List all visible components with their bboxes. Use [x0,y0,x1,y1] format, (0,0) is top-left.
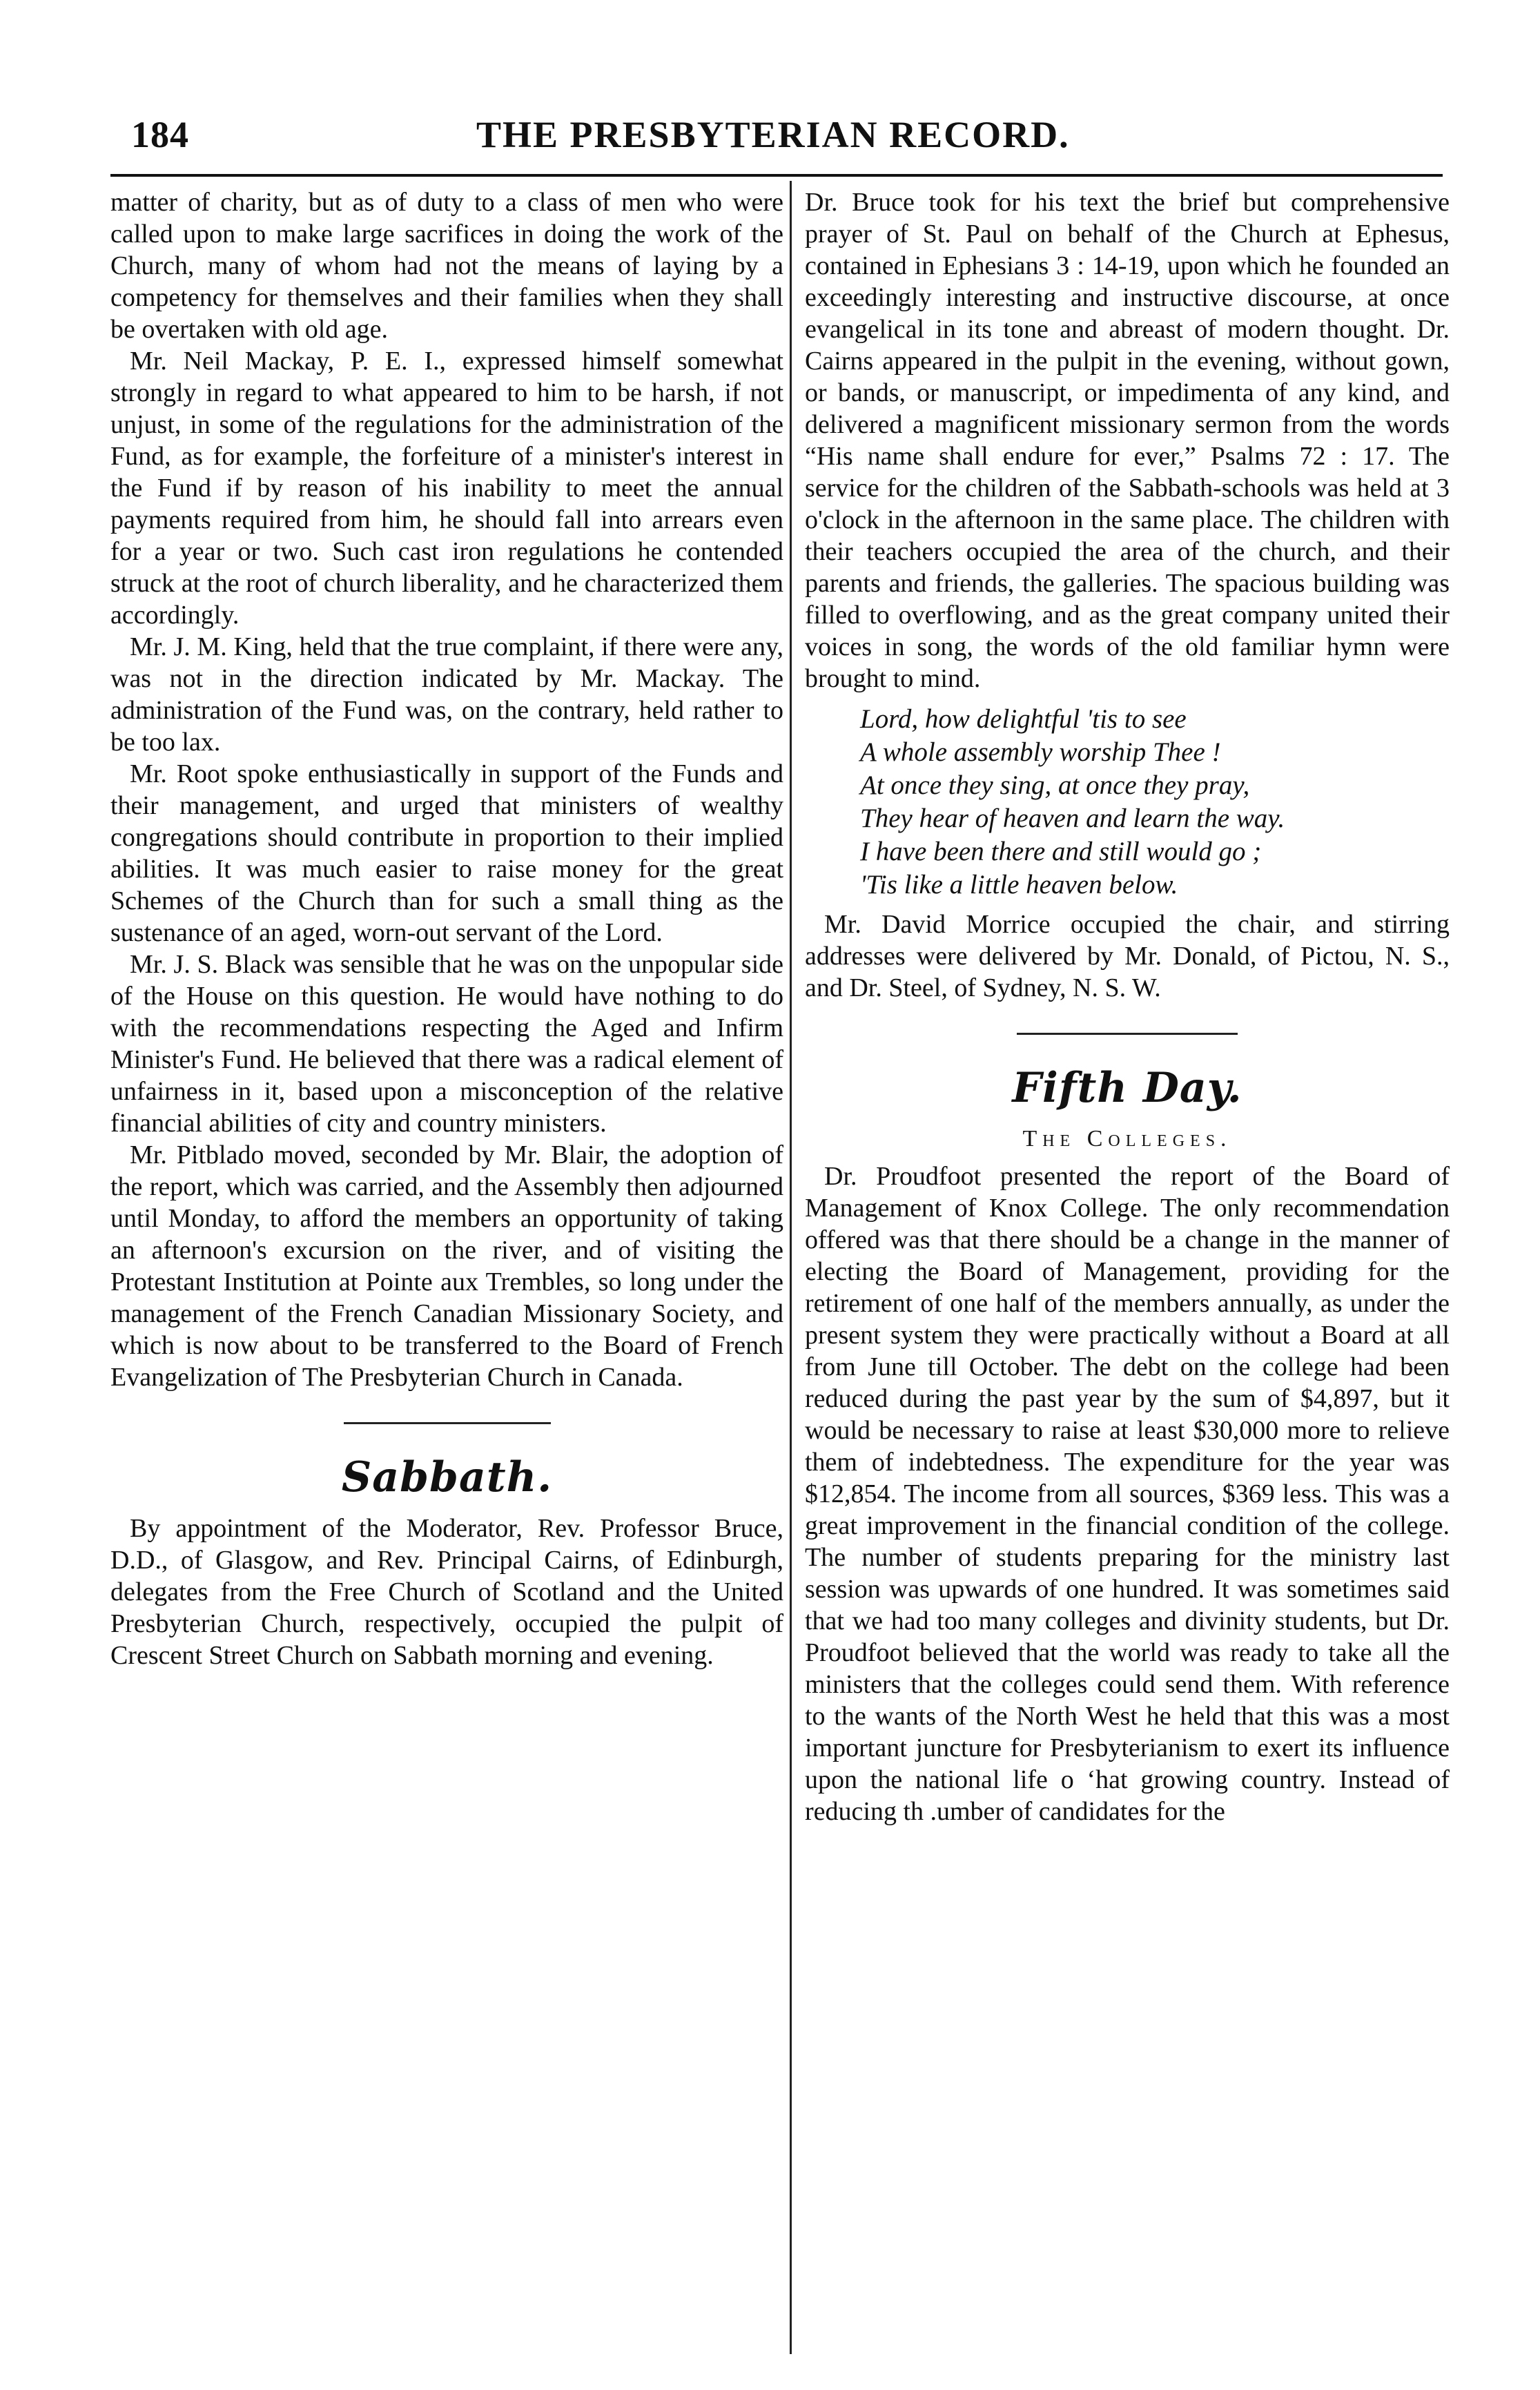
verse-line: At once they sing, at once they pray, [860,770,1250,800]
column-divider [790,181,792,2354]
verse-line: 'Tis like a little heaven below. [860,870,1178,900]
section-separator [1017,1033,1238,1035]
section-separator [344,1422,551,1424]
journal-title: THE PRESBYTERIAN RECORD. [476,114,1070,155]
paragraph: By appointment of the Moderator, Rev. Professor Bruce, D.D., of Glasgow, and Rev. Principal Cairns, of Edinburgh, delegates from the Free Church of Scotland and the United Presbyterian Church, respectively, occupied the pulpit of Crescent Street Church on Sabbath morning and evening. [110,1514,783,1670]
verse-line: They hear of heaven and learn the way. [860,804,1285,833]
page-number: 184 [131,114,189,155]
verse-line: A whole assembly worship Thee ! [860,737,1221,767]
paragraph: Mr. Root spoke enthusiastically in support of the Funds and their management, and urged that ministers of wealthy congregations should contribute in proportion to their implied abilities. It was much easier to raise money for the great Schemes of the Church than for such a small thing as the sustenance of an aged, worn-out servant of the Lord. [110,759,783,947]
paragraph: Mr. J. S. Black was sensible that he was on the unpopular side of the House on this question. He would have nothing to do with the recommendations respecting the Aged and Infirm Minister's Fund. He believed that there was a radical element of unfairness in it, based upon a misconception of the relative financial abilities of city and country ministers. [110,950,783,1138]
verse-line: I have been there and still would go ; [860,837,1262,866]
paragraph: Mr. J. M. King, held that the true complaint, if there were any, was not in the direction indicated by Mr. Mackay. The administration of the Fund was, on the contrary, held rather to be too lax. [110,632,783,757]
paragraph: Dr. Bruce took for his text the brief but comprehensive prayer of St. Paul on behalf of the Church at Ephesus, contained in Ephesians 3 : 14-19, upon which he founded an exceedingly interesting and instructive discourse, at once evangelical in its tone and abreast of modern thought. Dr. Cairns appeared in the pulpit in the evening, without gown, or bands, or manuscript, or impedimenta of any kind, and delivered a magnificent missionary sermon from the words “His name shall endure for ever,” Psalms 72 : 17. The service for the children of the Sabbath-schools was held at 3 o'clock in the afternoon in the same place. The children with their teachers occupied the area of the church, and their parents and friends, the galleries. The spacious building was filled to overflowing, and as the great company united their voices in song, the words of the old familiar hymn were brought to mind. [805,188,1450,693]
paragraph: matter of charity, but as of duty to a class of men who were called upon to make large sacrifices in doing the work of the Church, many of whom had not the means of laying by a competency for themselves and their families when they shall be overtaken with old age. [110,188,783,344]
header-rule [110,174,1443,177]
section-heading-sabbath: Sabbath. [341,1453,553,1502]
paragraph: Mr. Pitblado moved, seconded by Mr. Blair, the adoption of the report, which was carried, and the Assembly then adjourned until Monday, to afford the members an opportunity of taking an afternoon's excursion on the river, and of visiting the Protestant Institution at Pointe aux Trembles, so long under the management of the French Canadian Missionary Society, and which is now about to be transferred to the Board of French Evangelization of The Presbyterian Church in Canada. [110,1140,783,1392]
left-column [110,186,783,1671]
hymn-verse [860,703,1450,902]
paragraph: Mr. David Morrice occupied the chair, and stirring addresses were delivered by Mr. Donald, of Pictou, N. S., and Dr. Steel, of Sydney, N. S. W. [805,910,1450,1002]
page-header [104,108,1450,163]
right-column [805,186,1450,1827]
verse-line: Lord, how delightful 'tis to see [860,704,1187,734]
section-heading-fifth-day: Fifth Day. [1012,1064,1242,1112]
subheading-colleges: The Colleges. [1022,1126,1232,1152]
paragraph: Dr. Proudfoot presented the report of the Board of Management of Knox College. The only recommendation offered was that there should be a change in the manner of electing the Board of Management, providing for the retirement of one half of the members annually, as under the present system they were practically without a Board at all from June till October. The debt on the college had been reduced during the past year by the sum of $4,897, but it would be necessary to raise at least $30,000 more to relieve them of indebtedness. The expenditure for the year was $12,854. The income from all sources, $369 less. This was a great improvement in the financial condition of the college. The number of students preparing for the ministry last session was upwards of one hundred. It was sometimes said that we had too many colleges and divinity students, but Dr. Proudfoot believed that the world was ready to take all the ministers that the colleges could send them. With reference to the wants of the North West he held that this was a most important juncture for Presbyterianism to exert its influence upon the national life o ‘hat growing country. Instead of reducing th .umber of candidates for the [805,1162,1450,1826]
paragraph: Mr. Neil Mackay, P. E. I., expressed himself somewhat strongly in regard to what appeared to him to be harsh, if not unjust, in some of the regulations for the administration of the Fund, as for example, the forfeiture of a minister's interest in the Fund if by reason of his inability to meet the annual payments required from him, he should fall into arrears even for a year or two. Such cast iron regulations he contended struck at the root of church liberality, and he characterized them accordingly. [110,347,783,630]
